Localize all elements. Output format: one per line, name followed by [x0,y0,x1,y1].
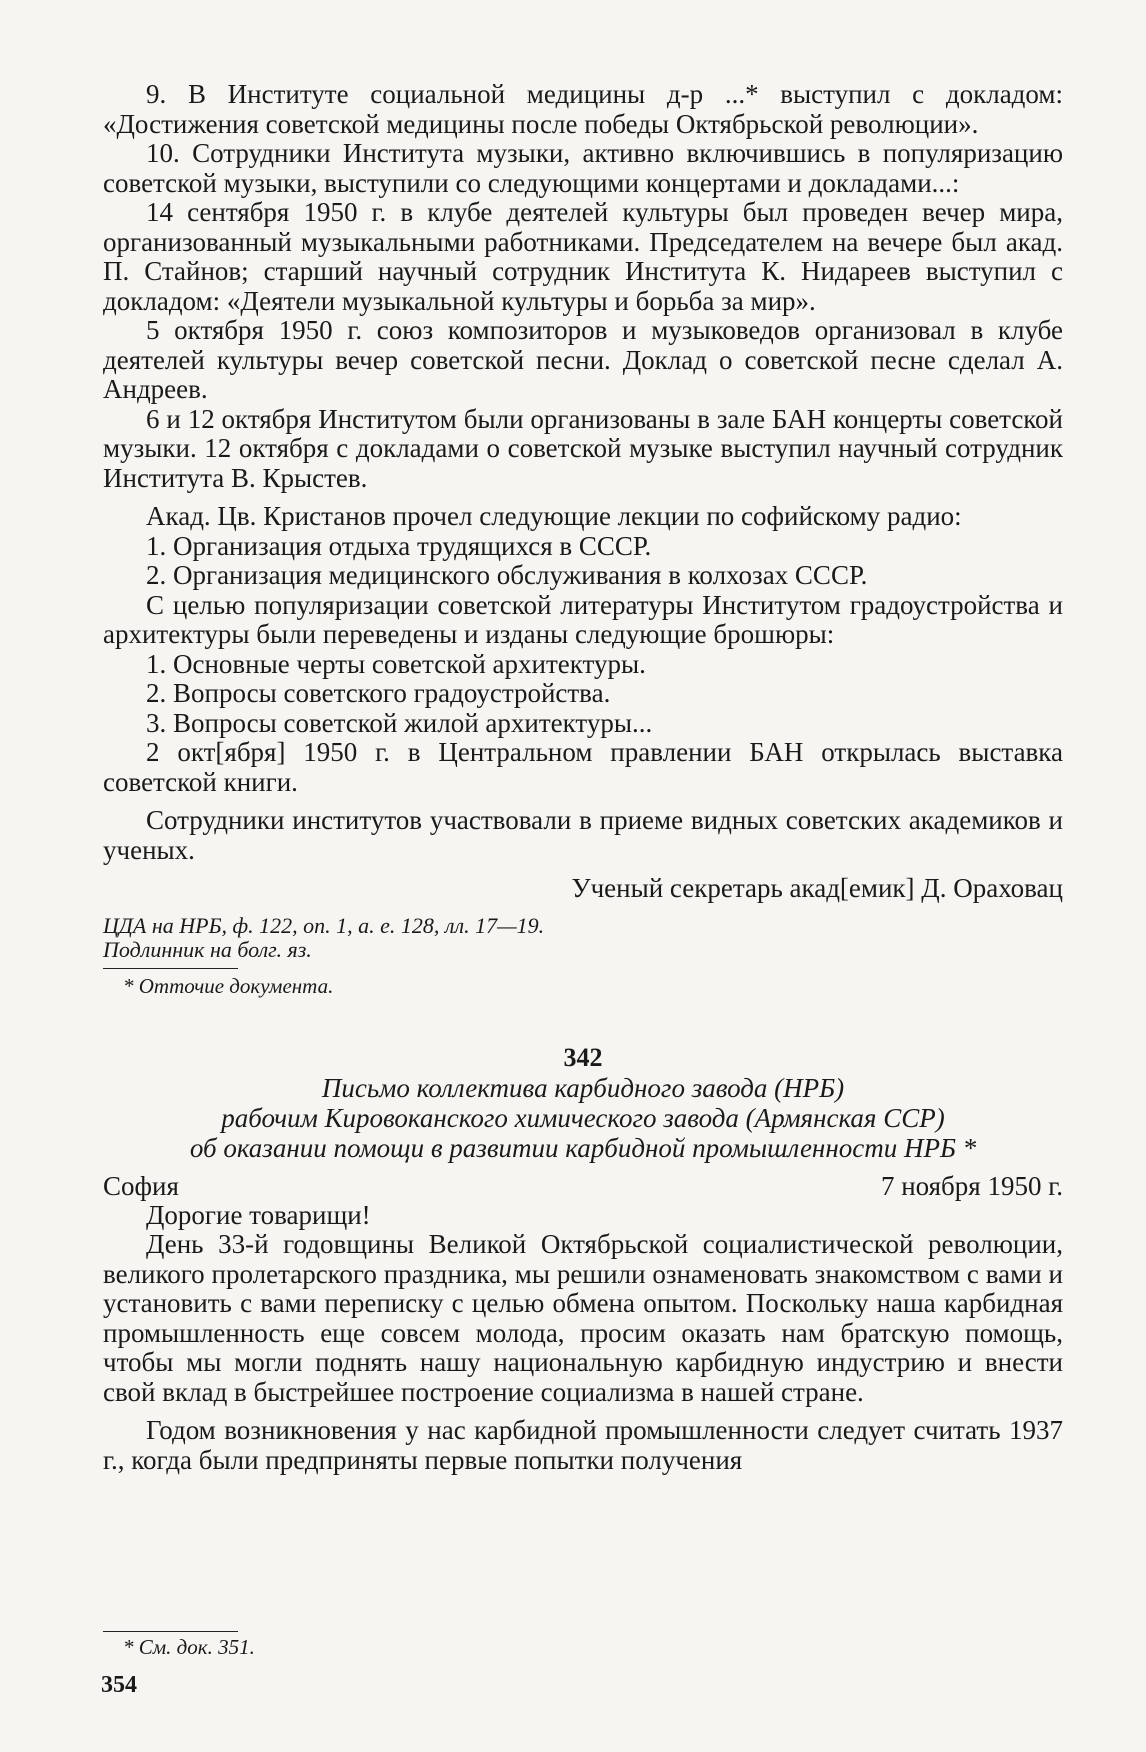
paragraph-radio-lectures: Акад. Цв. Кристанов прочел следующие лекции по софийскому радио: [146,501,962,531]
signature: Ученый секретарь акад[емик] Д. Ораховац [571,873,1063,903]
document-title-line: Письмо коллектива карбидного завода (НРБ) [321,1072,845,1103]
place: София [103,1170,179,1201]
document-number: 342 [563,1042,603,1072]
footnote-ellipsis: * Отточие документа. [123,973,334,998]
document-title-line: рабочим Кировоканского химического завода (Армянская ССР) [221,1102,945,1133]
paragraph-reception: Сотрудники институтов участвовали в приеме видных советских академиков и ученых. [103,805,1063,865]
original-language-note: Подлинник на болг. яз. [103,936,312,962]
greeting: Дорогие товарищи! [146,1199,371,1230]
paragraph-exhibition: 2 окт[ября] 1950 г. в Центральном правлении БАН открылась выставка советской книги. [103,737,1063,797]
footnote-see-document: * См. док. 351. [123,1635,255,1659]
brochure-item: 2. Вопросы советского градоустройства. [146,678,611,708]
page-number: 354 [101,1672,137,1698]
document-body [103,80,1063,1475]
lecture-item: 1. Организация отдыха трудящихся в СССР. [146,530,652,561]
paragraph-music-institute: 10. Сотрудники Института музыки, активно включившись в популяризацию советской музыки, выступили со следующими концертами и докладами...: [103,138,1063,198]
document-title-line: об оказании помощи в развитии карбидной промышленности НРБ * [189,1132,977,1163]
letter-paragraph: День 33-й годовщины Великой Октябрьской социалистической революции, великого пролетарского праздника, мы решили ознаменовать знакомством с вами и установить с вами переписку с целью обмена опытом. Поскольку наша карбидная промышленность еще совсем молода, просим оказать нам братскую помощь, чтобы мы могли поднять нашу национальную карбидную индустрию и внести свой вклад в быстрейшее построение социализма в нашей стране. [103,1229,1063,1407]
date: 7 ноября 1950 г. [880,1170,1063,1201]
brochure-item: 1. Основные черты советской архитектуры. [146,648,646,679]
paragraph-concerts: 6 и 12 октября Институтом были организованы в зале БАН концерты советской музыки. 12 октября с докладами о советской музыке выступил научный сотрудник Института В. Крыстев. [103,403,1063,493]
lecture-item: 2. Организация медицинского обслуживания в колхозах СССР. [146,560,868,590]
place-date-line [103,1171,1063,1201]
paragraph-peace-evening: 14 сентября 1950 г. в клубе деятелей культуры был проведен вечер мира, организованный музыкальными работниками. Председателем на вечере был акад. П. Стайнов; старший научный сотрудник Института К. Нидареев выступил с докладом: «Деятели музыкальной культуры и борьба за мир». [103,197,1063,316]
paragraph-brochures-intro: С целью популяризации советской литературы Институтом градоустройства и архитектуры были переведены и изданы следующие брошюры: [103,589,1063,649]
paragraph-song-evening: 5 октября 1950 г. союз композиторов и музыковедов организовал в клубе деятелей культуры вечер советской песни. Доклад о советской песне сделал А. Андреев. [103,315,1063,404]
paragraph-social-medicine: 9. В Институте социальной медицины д-р ...* выступил с докладом: «Достижения советской медицины после победы Октябрьской революции». [103,79,1063,139]
brochure-item: 3. Вопросы советской жилой архитектуры... [146,707,653,738]
footnote-divider [103,968,238,969]
archive-source: ЦДА на НРБ, ф. 122, оп. 1, а. е. 128, лл. 17—19. [103,912,545,938]
letter-paragraph: Годом возникновения у нас карбидной промышленности следует считать 1937 г., когда были предприняты первые попытки получения [103,1415,1063,1475]
footnote-divider-bottom [103,1631,238,1632]
